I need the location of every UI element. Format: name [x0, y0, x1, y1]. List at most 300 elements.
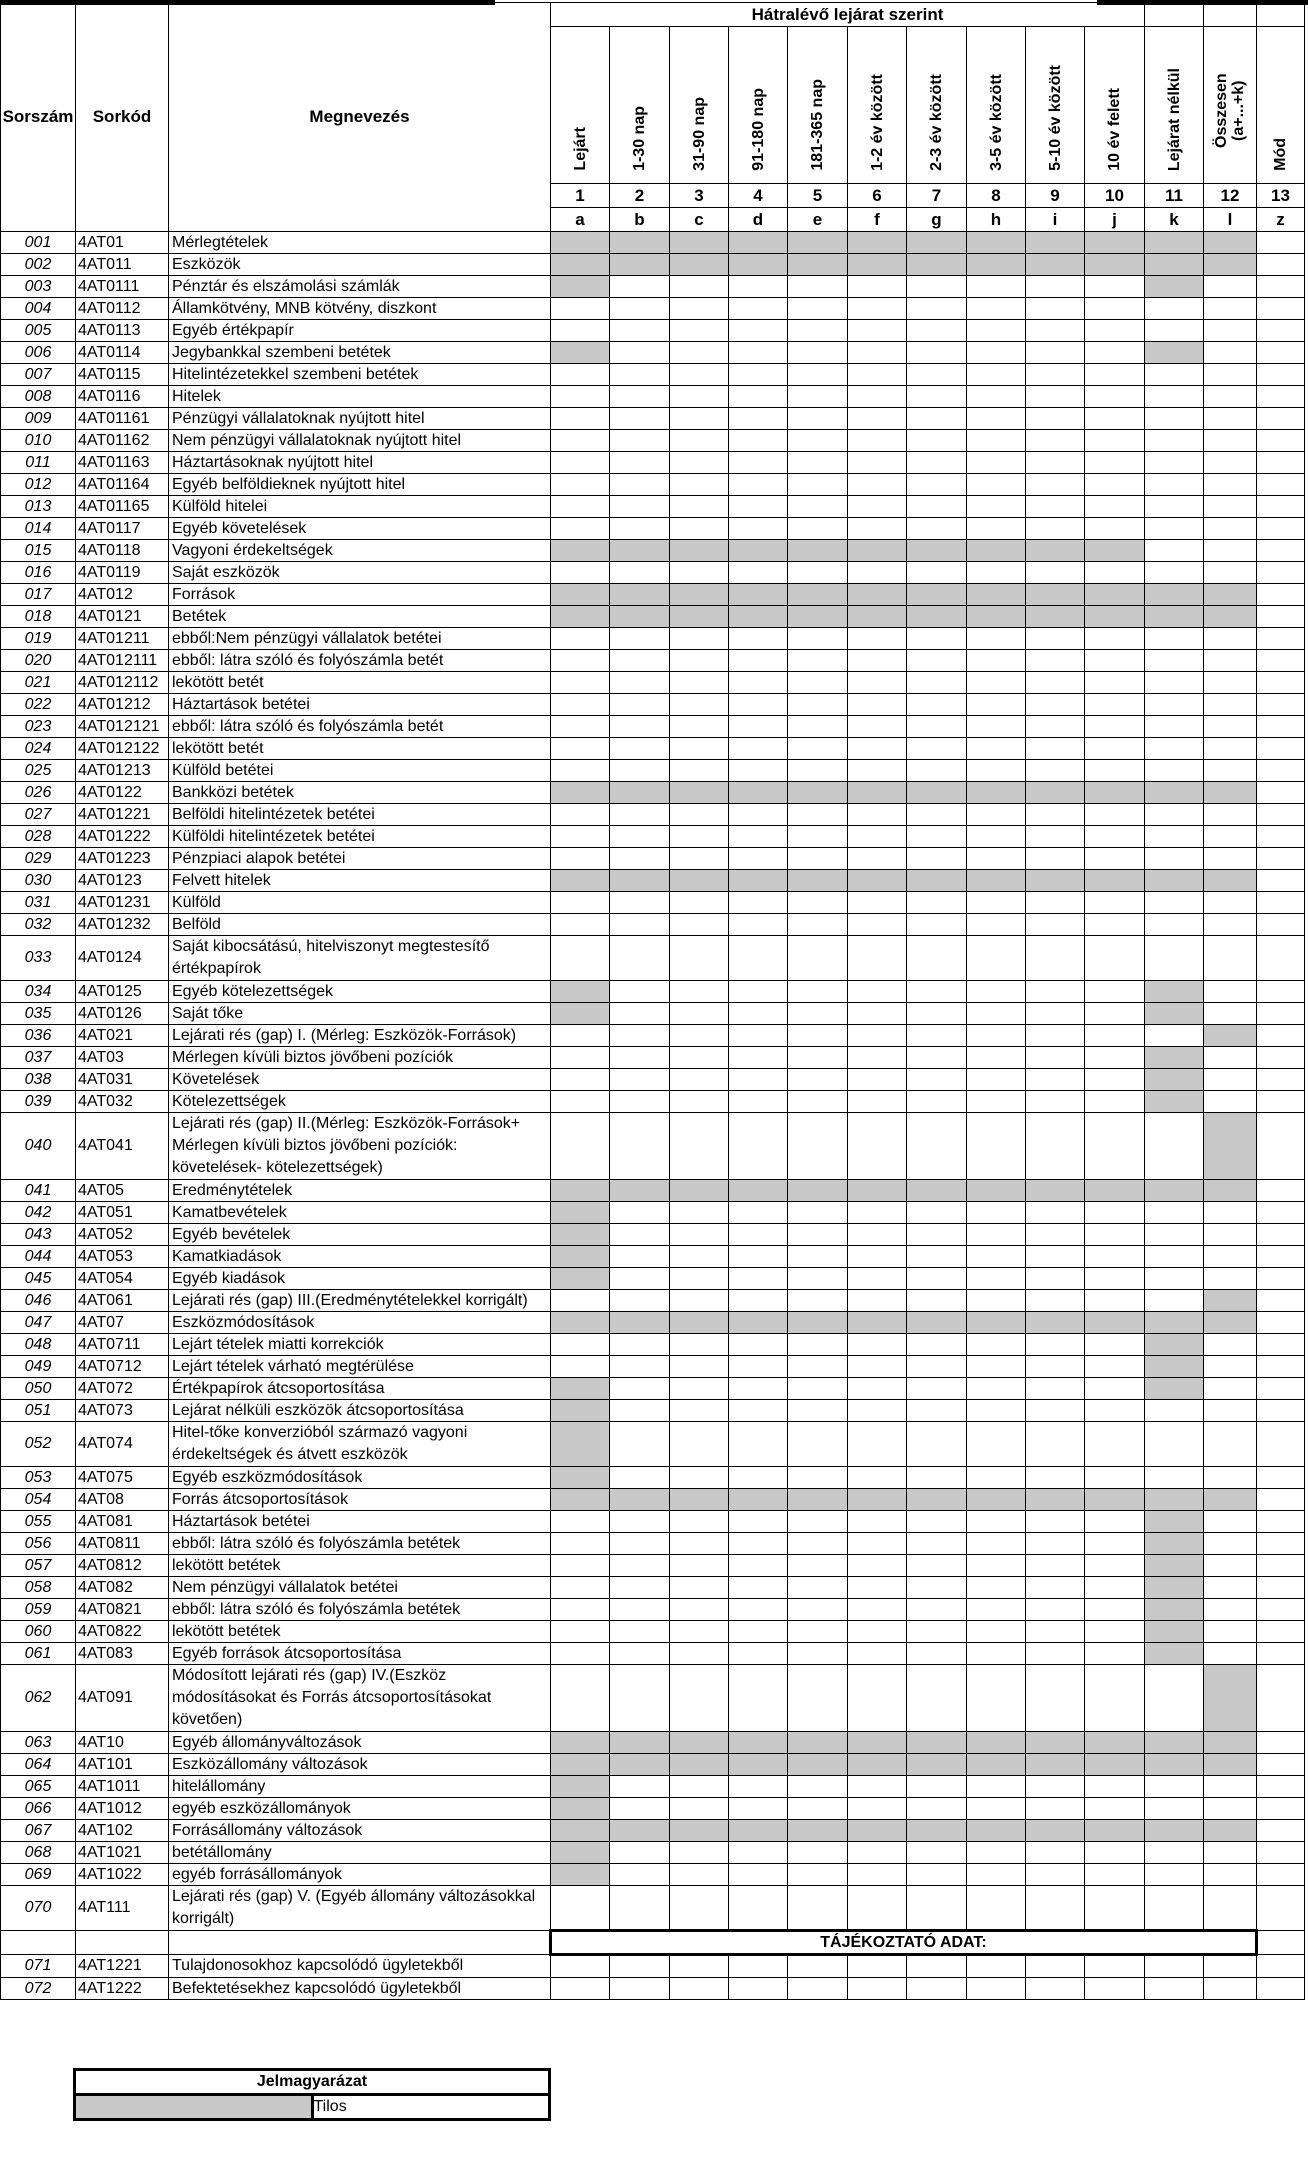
data-cell[interactable] — [1204, 936, 1257, 981]
data-cell[interactable] — [729, 1047, 788, 1069]
data-cell[interactable] — [1085, 1224, 1145, 1246]
data-cell[interactable] — [551, 364, 610, 386]
data-cell[interactable] — [610, 1665, 670, 1732]
data-cell[interactable] — [907, 738, 967, 760]
data-cell[interactable] — [670, 914, 729, 936]
data-cell[interactable] — [1257, 1864, 1305, 1886]
data-cell[interactable] — [788, 276, 848, 298]
data-cell[interactable] — [788, 826, 848, 848]
data-cell[interactable] — [907, 1091, 967, 1113]
data-cell[interactable] — [729, 760, 788, 782]
data-cell[interactable] — [610, 848, 670, 870]
data-cell[interactable] — [1257, 1422, 1305, 1467]
data-cell[interactable] — [729, 1955, 788, 1978]
data-cell[interactable] — [788, 1334, 848, 1356]
data-cell[interactable] — [551, 936, 610, 981]
data-cell[interactable] — [848, 1422, 907, 1467]
data-cell[interactable] — [1257, 628, 1305, 650]
data-cell[interactable] — [1026, 738, 1085, 760]
data-cell[interactable] — [729, 826, 788, 848]
data-cell[interactable] — [551, 1356, 610, 1378]
data-cell[interactable] — [1085, 981, 1145, 1003]
data-cell[interactable] — [1145, 540, 1204, 562]
data-cell[interactable] — [1026, 892, 1085, 914]
data-cell[interactable] — [848, 1643, 907, 1665]
data-cell[interactable] — [1026, 430, 1085, 452]
data-cell[interactable] — [1145, 892, 1204, 914]
data-cell[interactable] — [1257, 1886, 1305, 1931]
data-cell[interactable] — [1145, 1224, 1204, 1246]
data-cell[interactable] — [907, 342, 967, 364]
data-cell[interactable] — [1257, 1268, 1305, 1290]
data-cell[interactable] — [610, 452, 670, 474]
data-cell[interactable] — [610, 1422, 670, 1467]
data-cell[interactable] — [1026, 936, 1085, 981]
data-cell[interactable] — [1204, 1400, 1257, 1422]
data-cell[interactable] — [1026, 1886, 1085, 1931]
data-cell[interactable] — [1026, 496, 1085, 518]
data-cell[interactable] — [670, 1025, 729, 1047]
data-cell[interactable] — [1026, 1356, 1085, 1378]
data-cell[interactable] — [1257, 1511, 1305, 1533]
data-cell[interactable] — [1257, 584, 1305, 606]
data-cell[interactable] — [1085, 1955, 1145, 1978]
data-cell[interactable] — [551, 694, 610, 716]
data-cell[interactable] — [610, 1864, 670, 1886]
data-cell[interactable] — [1026, 914, 1085, 936]
data-cell[interactable] — [1204, 1091, 1257, 1113]
data-cell[interactable] — [1145, 1268, 1204, 1290]
data-cell[interactable] — [729, 650, 788, 672]
data-cell[interactable] — [907, 1290, 967, 1312]
data-cell[interactable] — [1085, 1003, 1145, 1025]
data-cell[interactable] — [967, 452, 1026, 474]
data-cell[interactable] — [967, 1577, 1026, 1599]
data-cell[interactable] — [610, 364, 670, 386]
data-cell[interactable] — [1085, 628, 1145, 650]
data-cell[interactable] — [848, 496, 907, 518]
data-cell[interactable] — [1085, 386, 1145, 408]
data-cell[interactable] — [1026, 672, 1085, 694]
data-cell[interactable] — [848, 1511, 907, 1533]
data-cell[interactable] — [907, 1047, 967, 1069]
data-cell[interactable] — [1085, 1113, 1145, 1180]
data-cell[interactable] — [967, 1290, 1026, 1312]
data-cell[interactable] — [967, 1356, 1026, 1378]
data-cell[interactable] — [907, 1268, 967, 1290]
data-cell[interactable] — [729, 430, 788, 452]
data-cell[interactable] — [1204, 1202, 1257, 1224]
data-cell[interactable] — [670, 1555, 729, 1577]
data-cell[interactable] — [848, 1621, 907, 1643]
data-cell[interactable] — [670, 408, 729, 430]
data-cell[interactable] — [1204, 540, 1257, 562]
data-cell[interactable] — [551, 496, 610, 518]
data-cell[interactable] — [1145, 298, 1204, 320]
data-cell[interactable] — [788, 1268, 848, 1290]
data-cell[interactable] — [729, 716, 788, 738]
data-cell[interactable] — [1257, 606, 1305, 628]
data-cell[interactable] — [1026, 1202, 1085, 1224]
data-cell[interactable] — [788, 804, 848, 826]
data-cell[interactable] — [670, 1224, 729, 1246]
data-cell[interactable] — [551, 1334, 610, 1356]
data-cell[interactable] — [907, 1665, 967, 1732]
data-cell[interactable] — [1204, 1422, 1257, 1467]
data-cell[interactable] — [1085, 1091, 1145, 1113]
data-cell[interactable] — [1204, 496, 1257, 518]
data-cell[interactable] — [670, 936, 729, 981]
data-cell[interactable] — [1257, 1400, 1305, 1422]
data-cell[interactable] — [729, 914, 788, 936]
data-cell[interactable] — [967, 518, 1026, 540]
data-cell[interactable] — [1085, 804, 1145, 826]
data-cell[interactable] — [729, 694, 788, 716]
data-cell[interactable] — [670, 1511, 729, 1533]
data-cell[interactable] — [788, 760, 848, 782]
data-cell[interactable] — [551, 1091, 610, 1113]
data-cell[interactable] — [907, 848, 967, 870]
data-cell[interactable] — [848, 298, 907, 320]
data-cell[interactable] — [551, 650, 610, 672]
data-cell[interactable] — [1145, 716, 1204, 738]
data-cell[interactable] — [1026, 1268, 1085, 1290]
data-cell[interactable] — [670, 981, 729, 1003]
data-cell[interactable] — [788, 1978, 848, 2000]
data-cell[interactable] — [967, 826, 1026, 848]
data-cell[interactable] — [848, 914, 907, 936]
data-cell[interactable] — [1204, 452, 1257, 474]
data-cell[interactable] — [729, 1224, 788, 1246]
data-cell[interactable] — [848, 1886, 907, 1931]
data-cell[interactable] — [610, 760, 670, 782]
data-cell[interactable] — [1257, 1312, 1305, 1334]
data-cell[interactable] — [967, 276, 1026, 298]
data-cell[interactable] — [788, 1842, 848, 1864]
data-cell[interactable] — [788, 1400, 848, 1422]
data-cell[interactable] — [967, 1334, 1026, 1356]
data-cell[interactable] — [610, 1467, 670, 1489]
data-cell[interactable] — [1026, 1290, 1085, 1312]
data-cell[interactable] — [788, 1003, 848, 1025]
data-cell[interactable] — [670, 1978, 729, 2000]
data-cell[interactable] — [1026, 1378, 1085, 1400]
data-cell[interactable] — [1145, 672, 1204, 694]
data-cell[interactable] — [1026, 1113, 1085, 1180]
data-cell[interactable] — [848, 1599, 907, 1621]
data-cell[interactable] — [848, 1955, 907, 1978]
data-cell[interactable] — [551, 1886, 610, 1931]
data-cell[interactable] — [967, 1400, 1026, 1422]
data-cell[interactable] — [610, 1246, 670, 1268]
data-cell[interactable] — [729, 1467, 788, 1489]
data-cell[interactable] — [1257, 254, 1305, 276]
data-cell[interactable] — [1257, 848, 1305, 870]
data-cell[interactable] — [907, 936, 967, 981]
data-cell[interactable] — [1026, 408, 1085, 430]
data-cell[interactable] — [670, 364, 729, 386]
data-cell[interactable] — [967, 386, 1026, 408]
data-cell[interactable] — [1257, 1820, 1305, 1842]
data-cell[interactable] — [551, 914, 610, 936]
data-cell[interactable] — [610, 672, 670, 694]
data-cell[interactable] — [1257, 232, 1305, 254]
data-cell[interactable] — [967, 848, 1026, 870]
data-cell[interactable] — [1085, 1400, 1145, 1422]
data-cell[interactable] — [1145, 1025, 1204, 1047]
data-cell[interactable] — [729, 1268, 788, 1290]
data-cell[interactable] — [1204, 1069, 1257, 1091]
data-cell[interactable] — [848, 826, 907, 848]
data-cell[interactable] — [1204, 1955, 1257, 1978]
data-cell[interactable] — [1085, 364, 1145, 386]
data-cell[interactable] — [610, 298, 670, 320]
data-cell[interactable] — [1257, 804, 1305, 826]
data-cell[interactable] — [907, 452, 967, 474]
data-cell[interactable] — [1085, 276, 1145, 298]
data-cell[interactable] — [788, 1577, 848, 1599]
data-cell[interactable] — [967, 408, 1026, 430]
data-cell[interactable] — [1026, 1555, 1085, 1577]
data-cell[interactable] — [1204, 826, 1257, 848]
data-cell[interactable] — [1085, 562, 1145, 584]
data-cell[interactable] — [967, 364, 1026, 386]
data-cell[interactable] — [729, 1113, 788, 1180]
data-cell[interactable] — [967, 430, 1026, 452]
data-cell[interactable] — [610, 1978, 670, 2000]
data-cell[interactable] — [788, 628, 848, 650]
data-cell[interactable] — [551, 1533, 610, 1555]
data-cell[interactable] — [967, 892, 1026, 914]
data-cell[interactable] — [729, 1798, 788, 1820]
data-cell[interactable] — [788, 1113, 848, 1180]
data-cell[interactable] — [1257, 474, 1305, 496]
data-cell[interactable] — [610, 892, 670, 914]
data-cell[interactable] — [670, 386, 729, 408]
data-cell[interactable] — [848, 1113, 907, 1180]
data-cell[interactable] — [907, 892, 967, 914]
data-cell[interactable] — [907, 1577, 967, 1599]
data-cell[interactable] — [907, 981, 967, 1003]
data-cell[interactable] — [1085, 1290, 1145, 1312]
data-cell[interactable] — [907, 1069, 967, 1091]
data-cell[interactable] — [670, 1268, 729, 1290]
data-cell[interactable] — [1204, 1356, 1257, 1378]
data-cell[interactable] — [1145, 650, 1204, 672]
data-cell[interactable] — [1145, 804, 1204, 826]
data-cell[interactable] — [729, 1025, 788, 1047]
data-cell[interactable] — [788, 1224, 848, 1246]
data-cell[interactable] — [729, 1378, 788, 1400]
data-cell[interactable] — [907, 496, 967, 518]
data-cell[interactable] — [1085, 1864, 1145, 1886]
data-cell[interactable] — [1085, 1577, 1145, 1599]
data-cell[interactable] — [907, 628, 967, 650]
data-cell[interactable] — [907, 1025, 967, 1047]
data-cell[interactable] — [729, 1665, 788, 1732]
data-cell[interactable] — [1085, 694, 1145, 716]
data-cell[interactable] — [967, 628, 1026, 650]
data-cell[interactable] — [1085, 1422, 1145, 1467]
data-cell[interactable] — [788, 1378, 848, 1400]
data-cell[interactable] — [670, 1599, 729, 1621]
data-cell[interactable] — [1026, 1776, 1085, 1798]
data-cell[interactable] — [610, 1091, 670, 1113]
data-cell[interactable] — [907, 1003, 967, 1025]
data-cell[interactable] — [967, 1955, 1026, 1978]
data-cell[interactable] — [967, 936, 1026, 981]
data-cell[interactable] — [670, 628, 729, 650]
data-cell[interactable] — [967, 1069, 1026, 1091]
data-cell[interactable] — [551, 892, 610, 914]
data-cell[interactable] — [1026, 1467, 1085, 1489]
data-cell[interactable] — [729, 1069, 788, 1091]
data-cell[interactable] — [1204, 364, 1257, 386]
data-cell[interactable] — [1257, 1025, 1305, 1047]
data-cell[interactable] — [1026, 1511, 1085, 1533]
data-cell[interactable] — [788, 1290, 848, 1312]
data-cell[interactable] — [967, 1467, 1026, 1489]
data-cell[interactable] — [670, 1798, 729, 1820]
data-cell[interactable] — [1204, 1776, 1257, 1798]
data-cell[interactable] — [1085, 738, 1145, 760]
data-cell[interactable] — [1085, 518, 1145, 540]
data-cell[interactable] — [848, 672, 907, 694]
data-cell[interactable] — [788, 1246, 848, 1268]
data-cell[interactable] — [729, 848, 788, 870]
data-cell[interactable] — [1204, 892, 1257, 914]
data-cell[interactable] — [907, 386, 967, 408]
data-cell[interactable] — [907, 1378, 967, 1400]
data-cell[interactable] — [788, 364, 848, 386]
data-cell[interactable] — [1085, 1665, 1145, 1732]
data-cell[interactable] — [848, 1290, 907, 1312]
data-cell[interactable] — [729, 452, 788, 474]
data-cell[interactable] — [788, 936, 848, 981]
data-cell[interactable] — [1145, 1955, 1204, 1978]
data-cell[interactable] — [729, 892, 788, 914]
data-cell[interactable] — [907, 298, 967, 320]
data-cell[interactable] — [1257, 408, 1305, 430]
data-cell[interactable] — [1085, 826, 1145, 848]
data-cell[interactable] — [848, 1533, 907, 1555]
data-cell[interactable] — [1257, 1290, 1305, 1312]
data-cell[interactable] — [1257, 1202, 1305, 1224]
data-cell[interactable] — [729, 1511, 788, 1533]
data-cell[interactable] — [670, 496, 729, 518]
data-cell[interactable] — [1145, 848, 1204, 870]
data-cell[interactable] — [967, 1511, 1026, 1533]
data-cell[interactable] — [1257, 1754, 1305, 1776]
data-cell[interactable] — [848, 364, 907, 386]
data-cell[interactable] — [1085, 496, 1145, 518]
data-cell[interactable] — [1257, 892, 1305, 914]
data-cell[interactable] — [1085, 1599, 1145, 1621]
data-cell[interactable] — [729, 738, 788, 760]
data-cell[interactable] — [670, 1356, 729, 1378]
data-cell[interactable] — [967, 1978, 1026, 2000]
data-cell[interactable] — [1085, 1643, 1145, 1665]
data-cell[interactable] — [551, 408, 610, 430]
data-cell[interactable] — [729, 672, 788, 694]
data-cell[interactable] — [788, 1025, 848, 1047]
data-cell[interactable] — [788, 1864, 848, 1886]
data-cell[interactable] — [1204, 562, 1257, 584]
data-cell[interactable] — [1204, 430, 1257, 452]
data-cell[interactable] — [967, 320, 1026, 342]
data-cell[interactable] — [551, 1555, 610, 1577]
data-cell[interactable] — [967, 650, 1026, 672]
data-cell[interactable] — [907, 1978, 967, 2000]
data-cell[interactable] — [551, 716, 610, 738]
data-cell[interactable] — [729, 1290, 788, 1312]
data-cell[interactable] — [670, 1113, 729, 1180]
data-cell[interactable] — [1085, 1378, 1145, 1400]
data-cell[interactable] — [967, 672, 1026, 694]
data-cell[interactable] — [1145, 452, 1204, 474]
data-cell[interactable] — [1204, 320, 1257, 342]
data-cell[interactable] — [1257, 1533, 1305, 1555]
data-cell[interactable] — [848, 1378, 907, 1400]
data-cell[interactable] — [967, 1555, 1026, 1577]
data-cell[interactable] — [670, 1069, 729, 1091]
data-cell[interactable] — [1204, 716, 1257, 738]
data-cell[interactable] — [967, 981, 1026, 1003]
data-cell[interactable] — [907, 1113, 967, 1180]
data-cell[interactable] — [729, 1422, 788, 1467]
data-cell[interactable] — [670, 1047, 729, 1069]
data-cell[interactable] — [1085, 1246, 1145, 1268]
data-cell[interactable] — [729, 1842, 788, 1864]
data-cell[interactable] — [967, 1621, 1026, 1643]
data-cell[interactable] — [848, 804, 907, 826]
data-cell[interactable] — [610, 562, 670, 584]
data-cell[interactable] — [670, 1955, 729, 1978]
data-cell[interactable] — [1257, 1776, 1305, 1798]
data-cell[interactable] — [1026, 1798, 1085, 1820]
data-cell[interactable] — [1026, 1334, 1085, 1356]
data-cell[interactable] — [1026, 826, 1085, 848]
data-cell[interactable] — [670, 1290, 729, 1312]
data-cell[interactable] — [967, 562, 1026, 584]
data-cell[interactable] — [670, 1533, 729, 1555]
data-cell[interactable] — [610, 1621, 670, 1643]
data-cell[interactable] — [1257, 760, 1305, 782]
data-cell[interactable] — [1026, 628, 1085, 650]
data-cell[interactable] — [907, 1842, 967, 1864]
data-cell[interactable] — [1085, 1202, 1145, 1224]
data-cell[interactable] — [670, 1621, 729, 1643]
data-cell[interactable] — [610, 1842, 670, 1864]
data-cell[interactable] — [1145, 1978, 1204, 2000]
data-cell[interactable] — [1085, 1467, 1145, 1489]
data-cell[interactable] — [907, 1599, 967, 1621]
data-cell[interactable] — [551, 452, 610, 474]
data-cell[interactable] — [848, 981, 907, 1003]
data-cell[interactable] — [1257, 1621, 1305, 1643]
data-cell[interactable] — [967, 1003, 1026, 1025]
data-cell[interactable] — [788, 914, 848, 936]
data-cell[interactable] — [967, 914, 1026, 936]
data-cell[interactable] — [1145, 738, 1204, 760]
data-cell[interactable] — [1204, 804, 1257, 826]
data-cell[interactable] — [907, 320, 967, 342]
data-cell[interactable] — [848, 408, 907, 430]
data-cell[interactable] — [670, 1422, 729, 1467]
data-cell[interactable] — [610, 518, 670, 540]
data-cell[interactable] — [1085, 672, 1145, 694]
data-cell[interactable] — [1257, 1246, 1305, 1268]
